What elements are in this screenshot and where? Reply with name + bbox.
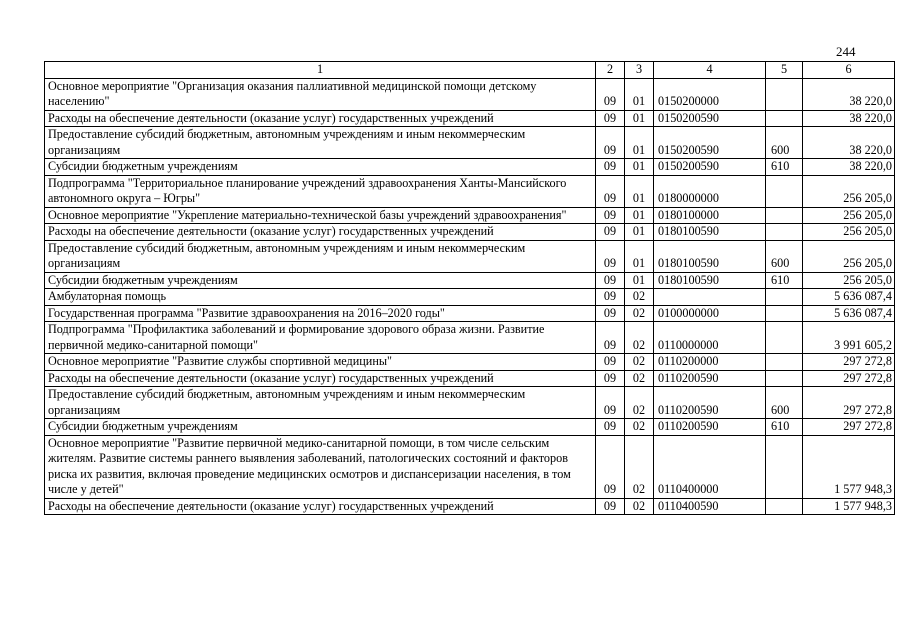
row-name-cell: Субсидии бюджетным учреждениям xyxy=(45,272,596,289)
row-amount-cell: 3 991 605,2 xyxy=(803,322,895,354)
table-row xyxy=(45,354,895,371)
row-amount-cell: 1 577 948,3 xyxy=(803,498,895,515)
row-name-cell: Основное мероприятие "Развитие первичной медико-санитарной помощи, в том числе сельским жителям. Развитие системы раннего выявления заболеваний, патологических состояний и факторов риска их развития, включая проведение медицинских осмотров и диспансеризации населения, в том числе у детей" xyxy=(45,435,596,498)
row-target-article-cell: 0110400000 xyxy=(654,435,766,498)
row-target-article-cell: 0180100590 xyxy=(654,240,766,272)
row-target-article-cell xyxy=(654,289,766,306)
row-name-cell: Расходы на обеспечение деятельности (оказание услуг) государственных учреждений xyxy=(45,370,596,387)
row-amount-cell: 297 272,8 xyxy=(803,387,895,419)
row-name-cell: Основное мероприятие "Укрепление материально-технической базы учреждений здравоохранения" xyxy=(45,207,596,224)
row-target-article-cell: 0150200000 xyxy=(654,78,766,110)
row-amount-cell: 38 220,0 xyxy=(803,127,895,159)
row-target-article-cell: 0180000000 xyxy=(654,175,766,207)
row-section-cell: 09 xyxy=(596,224,625,241)
row-subsection-cell: 02 xyxy=(625,322,654,354)
row-section-cell: 09 xyxy=(596,435,625,498)
row-section-cell: 09 xyxy=(596,305,625,322)
row-name-cell: Расходы на обеспечение деятельности (оказание услуг) государственных учреждений xyxy=(45,110,596,127)
row-section-cell: 09 xyxy=(596,240,625,272)
row-section-cell: 09 xyxy=(596,78,625,110)
row-expense-type-cell xyxy=(766,322,803,354)
row-subsection-cell: 01 xyxy=(625,240,654,272)
table-row xyxy=(45,110,895,127)
column-header-subsection: 3 xyxy=(625,62,654,79)
row-amount-cell: 297 272,8 xyxy=(803,354,895,371)
row-name-cell: Государственная программа "Развитие здравоохранения на 2016–2020 годы" xyxy=(45,305,596,322)
row-section-cell: 09 xyxy=(596,498,625,515)
row-expense-type-cell xyxy=(766,289,803,306)
row-section-cell: 09 xyxy=(596,289,625,306)
row-section-cell: 09 xyxy=(596,110,625,127)
row-section-cell: 09 xyxy=(596,419,625,436)
row-target-article-cell: 0110200590 xyxy=(654,387,766,419)
row-name-cell: Предоставление субсидий бюджетным, автономным учреждениям и иным некоммерческим организациям xyxy=(45,240,596,272)
table-row xyxy=(45,127,895,159)
row-expense-type-cell: 600 xyxy=(766,387,803,419)
row-amount-cell: 256 205,0 xyxy=(803,207,895,224)
row-subsection-cell: 01 xyxy=(625,159,654,176)
row-expense-type-cell xyxy=(766,498,803,515)
row-target-article-cell: 0110200000 xyxy=(654,354,766,371)
row-subsection-cell: 02 xyxy=(625,387,654,419)
row-target-article-cell: 0150200590 xyxy=(654,159,766,176)
row-target-article-cell: 0100000000 xyxy=(654,305,766,322)
row-section-cell: 09 xyxy=(596,272,625,289)
table-row xyxy=(45,305,895,322)
row-expense-type-cell xyxy=(766,435,803,498)
row-expense-type-cell xyxy=(766,305,803,322)
table-row xyxy=(45,289,895,306)
row-name-cell: Субсидии бюджетным учреждениям xyxy=(45,159,596,176)
row-amount-cell: 5 636 087,4 xyxy=(803,305,895,322)
row-section-cell: 09 xyxy=(596,207,625,224)
row-amount-cell: 297 272,8 xyxy=(803,370,895,387)
row-name-cell: Субсидии бюджетным учреждениям xyxy=(45,419,596,436)
row-name-cell: Предоставление субсидий бюджетным, автономным учреждениям и иным некоммерческим организациям xyxy=(45,387,596,419)
row-target-article-cell: 0110000000 xyxy=(654,322,766,354)
row-subsection-cell: 01 xyxy=(625,110,654,127)
column-header-amount: 6 xyxy=(803,62,895,79)
row-section-cell: 09 xyxy=(596,354,625,371)
row-expense-type-cell: 610 xyxy=(766,272,803,289)
row-subsection-cell: 02 xyxy=(625,370,654,387)
row-section-cell: 09 xyxy=(596,370,625,387)
row-target-article-cell: 0110400590 xyxy=(654,498,766,515)
page-number: 244 xyxy=(836,44,856,59)
table-row xyxy=(45,322,895,354)
row-amount-cell: 256 205,0 xyxy=(803,272,895,289)
table-row xyxy=(45,498,895,515)
row-subsection-cell: 01 xyxy=(625,224,654,241)
table-row xyxy=(45,224,895,241)
row-subsection-cell: 01 xyxy=(625,175,654,207)
row-subsection-cell: 02 xyxy=(625,498,654,515)
row-amount-cell: 297 272,8 xyxy=(803,419,895,436)
column-header-expense-type: 5 xyxy=(766,62,803,79)
row-expense-type-cell xyxy=(766,175,803,207)
table-row xyxy=(45,240,895,272)
row-subsection-cell: 02 xyxy=(625,435,654,498)
table-row xyxy=(45,78,895,110)
row-subsection-cell: 01 xyxy=(625,272,654,289)
row-expense-type-cell xyxy=(766,354,803,371)
row-section-cell: 09 xyxy=(596,387,625,419)
table-row xyxy=(45,175,895,207)
row-amount-cell: 38 220,0 xyxy=(803,78,895,110)
table-row xyxy=(45,435,895,498)
table-header-row xyxy=(45,62,895,79)
row-target-article-cell: 0180100000 xyxy=(654,207,766,224)
row-subsection-cell: 02 xyxy=(625,419,654,436)
row-section-cell: 09 xyxy=(596,127,625,159)
row-amount-cell: 38 220,0 xyxy=(803,110,895,127)
table-row xyxy=(45,159,895,176)
row-target-article-cell: 0110200590 xyxy=(654,419,766,436)
row-amount-cell: 5 636 087,4 xyxy=(803,289,895,306)
row-expense-type-cell: 600 xyxy=(766,240,803,272)
row-name-cell: Основное мероприятие "Организация оказания паллиативной медицинской помощи детскому населению" xyxy=(45,78,596,110)
row-expense-type-cell: 610 xyxy=(766,419,803,436)
row-name-cell: Расходы на обеспечение деятельности (оказание услуг) государственных учреждений xyxy=(45,224,596,241)
row-amount-cell: 256 205,0 xyxy=(803,240,895,272)
row-amount-cell: 1 577 948,3 xyxy=(803,435,895,498)
row-section-cell: 09 xyxy=(596,175,625,207)
column-header-target-article: 4 xyxy=(654,62,766,79)
row-expense-type-cell xyxy=(766,207,803,224)
row-name-cell: Предоставление субсидий бюджетным, автономным учреждениям и иным некоммерческим организациям xyxy=(45,127,596,159)
row-subsection-cell: 02 xyxy=(625,289,654,306)
column-header-section: 2 xyxy=(596,62,625,79)
row-expense-type-cell xyxy=(766,110,803,127)
row-amount-cell: 256 205,0 xyxy=(803,224,895,241)
row-subsection-cell: 01 xyxy=(625,207,654,224)
table-row xyxy=(45,387,895,419)
row-name-cell: Амбулаторная помощь xyxy=(45,289,596,306)
row-subsection-cell: 02 xyxy=(625,305,654,322)
row-subsection-cell: 02 xyxy=(625,354,654,371)
row-name-cell: Подпрограмма "Территориальное планирование учреждений здравоохранения Ханты-Мансийского автономного округа – Югры" xyxy=(45,175,596,207)
row-section-cell: 09 xyxy=(596,322,625,354)
row-subsection-cell: 01 xyxy=(625,127,654,159)
row-subsection-cell: 01 xyxy=(625,78,654,110)
row-expense-type-cell: 600 xyxy=(766,127,803,159)
row-target-article-cell: 0180100590 xyxy=(654,224,766,241)
row-amount-cell: 256 205,0 xyxy=(803,175,895,207)
table-row xyxy=(45,419,895,436)
row-target-article-cell: 0180100590 xyxy=(654,272,766,289)
row-target-article-cell: 0150200590 xyxy=(654,110,766,127)
row-expense-type-cell xyxy=(766,224,803,241)
row-expense-type-cell: 610 xyxy=(766,159,803,176)
row-target-article-cell: 0150200590 xyxy=(654,127,766,159)
row-target-article-cell: 0110200590 xyxy=(654,370,766,387)
table-row xyxy=(45,207,895,224)
column-header-name: 1 xyxy=(45,62,596,79)
row-section-cell: 09 xyxy=(596,159,625,176)
row-name-cell: Подпрограмма "Профилактика заболеваний и формирование здорового образа жизни. Развитие первичной медико-санитарной помощи" xyxy=(45,322,596,354)
row-name-cell: Основное мероприятие "Развитие службы спортивной медицины" xyxy=(45,354,596,371)
row-name-cell: Расходы на обеспечение деятельности (оказание услуг) государственных учреждений xyxy=(45,498,596,515)
table-row xyxy=(45,272,895,289)
row-expense-type-cell xyxy=(766,370,803,387)
table-row xyxy=(45,370,895,387)
row-amount-cell: 38 220,0 xyxy=(803,159,895,176)
budget-table xyxy=(44,61,895,515)
row-expense-type-cell xyxy=(766,78,803,110)
